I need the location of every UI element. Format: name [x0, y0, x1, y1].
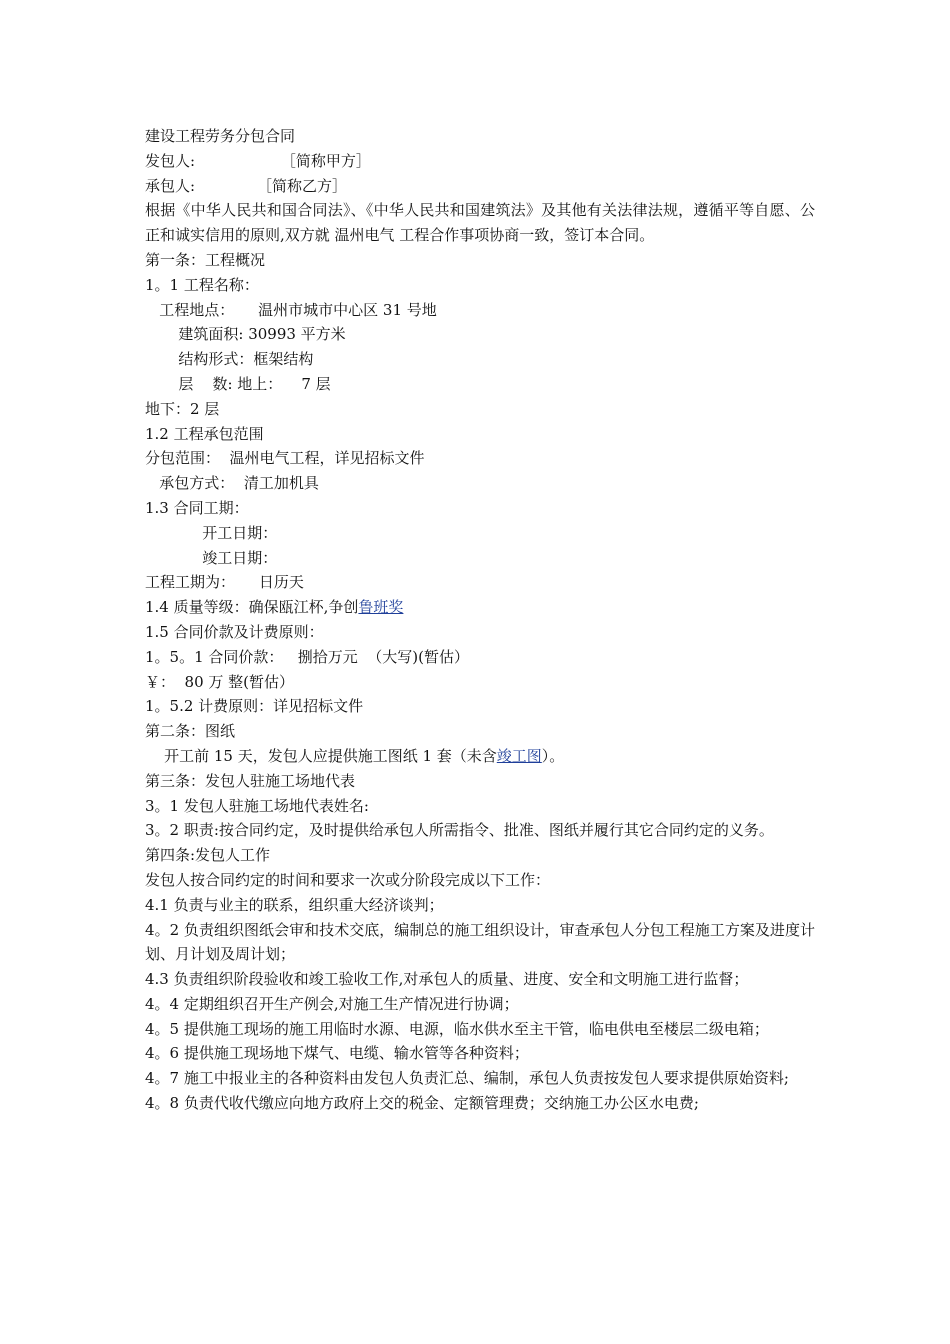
- document-title: 建设工程劳务分包合同: [145, 127, 296, 145]
- representative-duty-paragraph: 3。2 职责:按合同约定，及时提供给承包人所需指令、批准、图纸并履行其它合同约定的义务。: [145, 821, 774, 840]
- item-4-7: 4。7 施工中报业主的各种资料由发包人负责汇总、编制，承包人负责按发包人要求提供原始资料;: [145, 1069, 789, 1088]
- quality-grade-text: 1.4 质量等级：确保瓯江杯,争创: [145, 598, 359, 617]
- employer-work-intro: 发包人按合同约定的时间和要求一次或分阶段完成以下工作：: [145, 870, 551, 889]
- item-4-8: 4。8 负责代收代缴应向地方政府上交的税金、定额管理费；交纳施工办公区水电费;: [145, 1094, 699, 1113]
- contract-document: [145, 124, 815, 1116]
- project-location-line: 工程地点： 温州市城市中心区 31 号地: [145, 300, 437, 319]
- scope-heading: 1.2 工程承包范围: [145, 424, 264, 443]
- party-a-line: 发包人: ［简称甲方］: [145, 151, 371, 170]
- party-b-line: 承包人: ［简称乙方］: [145, 176, 348, 195]
- project-name-line: 1。1 工程名称：: [145, 275, 259, 294]
- drawings-line: [145, 744, 815, 769]
- contract-price-line: 1。5。1 合同价款： 捌拾万元 （大写)(暂估）: [145, 647, 469, 666]
- floors-below-line: 地下：2 层: [145, 399, 220, 418]
- duration-line: 工程工期为： 日历天: [145, 573, 304, 592]
- billing-principle-line: 1。5.2 计费原则：详见招标文件: [145, 697, 364, 716]
- subcontract-scope-line: 分包范围： 温州电气工程，详见招标文件: [145, 449, 425, 468]
- article-2-heading: 第二条：图纸: [145, 722, 236, 741]
- contract-period-heading: 1.3 合同工期：: [145, 498, 249, 517]
- luban-award-link[interactable]: 鲁班奖: [358, 598, 404, 617]
- quality-grade-line: [145, 595, 815, 620]
- item-4-3: 4.3 负责组织阶段验收和竣工验收工作,对承包人的质量、进度、安全和文明施工进行监督；: [145, 970, 749, 989]
- floors-above-line: 层 数: 地上： 7 层: [145, 374, 331, 393]
- item-4-2: 4。2 负责组织图纸会审和技术交底，编制总的施工组织设计，审查承包人分包工程施工方案及进度计划、月计划及周计划；: [145, 920, 815, 964]
- item-4-5: 4。5 提供施工现场的施工用临时水源、电源，临水供水至主干管，临电供电至楼层二级电箱；: [145, 1019, 769, 1038]
- drawings-text-end: ）。: [541, 746, 565, 765]
- structure-type-line: 结构形式：框架结构: [145, 350, 314, 369]
- item-4-6: 4。6 提供施工现场地下煤气、电缆、输水管等各种资料；: [145, 1044, 529, 1063]
- article-3-heading: 第三条：发包人驻施工场地代表: [145, 771, 356, 790]
- price-amount-line: ￥： 80 万 整(暂估）: [145, 672, 295, 691]
- start-date-line: 开工日期：: [145, 523, 278, 542]
- drawings-text: 开工前 15 天，发包人应提供施工图纸 1 套（未含: [145, 746, 497, 765]
- article-4-heading: 第四条:发包人工作: [145, 846, 271, 865]
- article-1-heading: 第一条：工程概况: [145, 250, 266, 269]
- completion-date-line: 竣工日期：: [145, 548, 278, 567]
- building-area-line: 建筑面积: 30993 平方米: [145, 325, 346, 344]
- item-4-1: 4.1 负责与业主的联系，组织重大经济谈判；: [145, 895, 444, 914]
- as-built-drawing-link[interactable]: 竣工图: [496, 746, 542, 765]
- representative-name-line: 3。1 发包人驻施工场地代表姓名:: [145, 796, 369, 815]
- price-heading: 1.5 合同价款及计费原则：: [145, 622, 324, 641]
- item-4-4: 4。4 定期组织召开生产例会,对施工生产情况进行协调；: [145, 994, 519, 1013]
- contract-mode-line: 承包方式： 清工加机具: [145, 474, 319, 493]
- preamble-paragraph: 根据《中华人民共和国合同法》、《中华人民共和国建筑法》及其他有关法律法规，遵循平等自愿、公正和诚实信用的原则,双方就 温州电气 工程合作事项协商一致，签订本合同。: [145, 201, 815, 245]
